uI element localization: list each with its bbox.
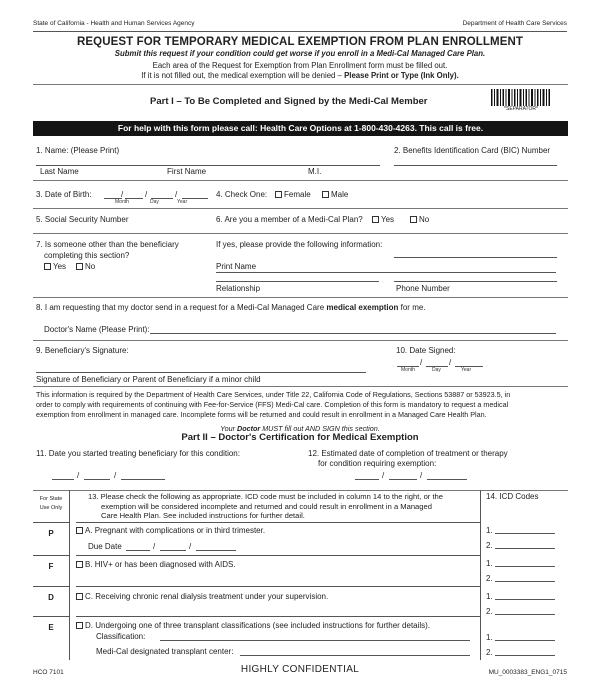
icd-f-2-label: 2. — [486, 574, 493, 583]
icd-e-2-label: 2. — [486, 648, 493, 657]
q8-label — [36, 303, 426, 312]
dob-sep-2: / — [145, 190, 148, 199]
phone-label: Phone Number — [396, 284, 450, 293]
q7-no-checkbox[interactable] — [76, 263, 83, 270]
icd-f-1-label: 1. — [486, 559, 493, 568]
q7-no-label: No — [85, 262, 96, 271]
q13-instructions — [88, 492, 443, 521]
state-code-e: E — [33, 616, 69, 660]
icd-e-1-input[interactable] — [495, 640, 555, 641]
part1-heading: Part I – To Be Completed and Signed by the Medi-Cal Member — [150, 96, 428, 107]
state-column-divider — [69, 490, 70, 660]
q6-yes-option[interactable] — [372, 215, 394, 224]
instruction-line-2-bold: Please Print or Type (Ink Only). — [344, 71, 459, 80]
q6-no-label: No — [419, 215, 430, 224]
q12-year[interactable] — [427, 479, 467, 480]
q7-extra-input[interactable] — [394, 257, 557, 258]
q12-sep-2: / — [420, 471, 423, 480]
icd-column-divider — [480, 490, 481, 660]
row-rule — [33, 386, 568, 387]
form-number: HCO 7101 — [33, 669, 64, 676]
q11-day[interactable] — [84, 479, 110, 480]
option-b-checkbox[interactable] — [76, 561, 83, 568]
relationship-input[interactable] — [216, 281, 379, 282]
state-code-p: P — [33, 522, 69, 552]
dob-sep: / — [121, 190, 124, 199]
state-code-d: D — [33, 586, 69, 616]
q8-text-end: for me. — [398, 303, 426, 312]
table-top-rule — [33, 490, 568, 491]
due-sep-1: / — [153, 542, 156, 551]
q7-label-1: 7. Is someone other than the beneficiary — [36, 240, 179, 249]
option-d[interactable] — [76, 621, 430, 630]
icd-e-2-input[interactable] — [495, 655, 555, 656]
q7-info-label: If yes, please provide the following information: — [216, 240, 383, 249]
form-code: MU_0003383_ENG1_0715 — [488, 669, 567, 676]
option-c-checkbox[interactable] — [76, 593, 83, 600]
q12-sep-1: / — [382, 471, 385, 480]
due-year[interactable] — [196, 550, 236, 551]
q12-month[interactable] — [355, 479, 379, 480]
dob-month-label: Month — [115, 199, 129, 205]
confidential-label: HIGHLY CONFIDENTIAL — [240, 664, 360, 675]
help-banner: For help with this form please call: Health Care Options at 1-800-430-4263. This call is free. — [33, 121, 568, 136]
q6-yes-label: Yes — [381, 215, 395, 224]
header-rule — [33, 31, 567, 32]
icd-f-2-input[interactable] — [495, 581, 555, 582]
instruction-line-2-text: If it is not filled out, the medical exemption will be denied – — [141, 71, 345, 80]
instruction-line-1: Each area of the Request for Exemption from Plan Enrollment form must be filled out. — [152, 61, 448, 70]
form-subtitle: Submit this request if your condition could get worse if you enroll in a Medi-Cal Managed Care Plan. — [114, 49, 486, 58]
row-rule — [33, 180, 568, 181]
disclaimer-line-1: This information is required by the Department of Health Care Services, under Title 22, California Code of Regulations, Sections 53887 or 53923.5, in — [36, 390, 511, 399]
option-a-checkbox[interactable] — [76, 527, 83, 534]
due-day[interactable] — [160, 550, 186, 551]
option-c[interactable] — [76, 592, 328, 601]
signed-sep-2: / — [449, 358, 452, 367]
agency-name: State of California - Health and Human Services Agency — [33, 20, 195, 27]
row-rule — [33, 208, 568, 209]
q7-yes-option[interactable] — [44, 262, 66, 271]
option-a-label: A. Pregnant with complications or in third trimester. — [85, 526, 266, 535]
instruction-line-2 — [0, 72, 600, 81]
q8-text: 8. I am requesting that my doctor send in a request for a Medi-Cal Managed Care — [36, 303, 327, 312]
doctor-note-bold: Doctor — [237, 424, 261, 433]
icd-p-1-input[interactable] — [495, 533, 555, 534]
option-c-label: C. Receiving chronic renal dialysis treatment under your supervision. — [85, 592, 329, 601]
q6-no-option[interactable] — [410, 215, 429, 224]
disclaimer-line-2: order to comply with requirements of continuing with Fee-for-Service (FFS) Medi-Cal care. Completion of this form is mandatory to request a medical — [36, 400, 509, 409]
row-f-rule — [76, 555, 480, 556]
q2-label: 2. Benefits Identification Card (BIC) Number — [394, 146, 551, 155]
q3-label: 3. Date of Birth: — [36, 190, 92, 199]
q4-label: 4. Check One: — [216, 190, 268, 199]
classification-label: Classification: — [96, 632, 146, 641]
transplant-center-label: Medi-Cal designated transplant center: — [96, 647, 234, 656]
q11-sep-2: / — [114, 471, 117, 480]
signature-note: Signature of Beneficiary or Parent of Beneficiary if a minor child — [36, 375, 261, 384]
q7-yes-label: Yes — [53, 262, 67, 271]
part2-heading: Part II – Doctor's Certification for Medical Exemption — [181, 432, 419, 443]
form-title: REQUEST FOR TEMPORARY MEDICAL EXEMPTION FROM PLAN ENROLLMENT — [77, 36, 523, 48]
classification-input[interactable] — [160, 640, 470, 641]
q13-line-3: Care Health Plan. See included instructions for further detail. — [101, 511, 305, 520]
print-name-label: Print Name — [216, 262, 257, 271]
separator-barcode — [490, 89, 552, 113]
row-p-rule — [76, 522, 480, 523]
q7-label-2: completing this section? — [44, 251, 130, 260]
disclaimer-line-3: exemption from enrollment in managed care. Incomplete forms will be returned and could result in enrollment in a Managed Care Health Plan. — [36, 410, 487, 419]
q7-no-option[interactable] — [76, 262, 95, 271]
male-checkbox[interactable] — [322, 191, 329, 198]
doctor-note-text-end: MUST fill out AND SIGN this section. — [260, 424, 380, 433]
icd-e-1-label: 1. — [486, 633, 493, 642]
barcode-label: *SEPARATOR* — [504, 106, 538, 112]
first-name-label: First Name — [167, 167, 207, 176]
due-date-label: Due Date — [88, 542, 122, 551]
option-d-label: D. Undergoing one of three transplant classifications (see included instructions for further details). — [85, 621, 431, 630]
icd-d-2-input[interactable] — [495, 614, 555, 615]
due-month[interactable] — [126, 550, 150, 551]
dob-year-label: Year — [177, 199, 188, 205]
icd-d-1-label: 1. — [486, 592, 493, 601]
q12-label-1: 12. Estimated date of completion of treatment or therapy — [308, 449, 508, 458]
signed-year-label: Year — [461, 367, 472, 373]
last-name-label: Last Name — [40, 167, 79, 176]
q10-label: 10. Date Signed: — [396, 346, 456, 355]
option-d-checkbox[interactable] — [76, 622, 83, 629]
q11-label: 11. Date you started treating beneficiary for this condition: — [36, 449, 240, 458]
mi-label: M.I. — [308, 167, 322, 176]
q8-bold: medical exemption — [326, 303, 399, 312]
q13-line-2: exemption will be considered incomplete and returned and could result in enrollment in a Managed — [101, 501, 432, 511]
state-use-header — [33, 495, 69, 513]
icd-p-2-input[interactable] — [495, 548, 555, 549]
q6-yes-checkbox[interactable] — [372, 216, 379, 223]
q7-yes-checkbox[interactable] — [44, 263, 51, 270]
row-rule — [33, 297, 568, 298]
dob-sep-3: / — [175, 190, 178, 199]
icd-d-2-label: 2. — [486, 607, 493, 616]
state-code-f: F — [33, 555, 69, 586]
due-sep-2: / — [189, 542, 192, 551]
department-name: Department of Health Care Services — [462, 20, 567, 27]
bic-input[interactable] — [394, 165, 557, 166]
male-label: Male — [331, 190, 349, 199]
for-state-label: For State — [39, 496, 63, 502]
use-only-label: Use Only — [39, 505, 63, 511]
doctor-name-label: Doctor's Name (Please Print): — [44, 325, 150, 334]
row-e-rule — [76, 616, 480, 617]
q11-month[interactable] — [52, 479, 74, 480]
row-rule — [33, 233, 568, 234]
female-checkbox[interactable] — [275, 191, 282, 198]
q6-no-checkbox[interactable] — [410, 216, 417, 223]
option-a[interactable] — [76, 526, 265, 535]
male-option[interactable] — [322, 190, 348, 199]
transplant-center-input[interactable] — [240, 655, 470, 656]
icd-f-1-input[interactable] — [495, 566, 555, 567]
signed-sep-1: / — [420, 358, 423, 367]
icd-p-2-label: 2. — [486, 541, 493, 550]
row-rule — [33, 340, 568, 341]
option-b-label: B. HIV+ or has been diagnosed with AIDS. — [85, 560, 236, 569]
doctor-name-input[interactable] — [150, 333, 556, 334]
disclaimer — [36, 390, 510, 420]
name-input[interactable] — [36, 165, 380, 166]
signed-month-label: Month — [401, 367, 415, 373]
q13-line-1: 13. Please check the following as appropriate. ICD code must be included in column 14 to the right, or the — [88, 492, 444, 501]
relationship-label: Relationship — [216, 284, 261, 293]
print-name-input[interactable] — [216, 272, 556, 273]
phone-input[interactable] — [394, 281, 557, 282]
q11-year[interactable] — [121, 479, 165, 480]
icd-p-1-label: 1. — [486, 526, 493, 535]
q6-label: 6. Are you a member of a Medi-Cal Plan? — [216, 215, 363, 224]
female-label: Female — [284, 190, 311, 199]
header-rule-2 — [33, 84, 568, 85]
option-b[interactable] — [76, 560, 236, 569]
q5-label: 5. Social Security Number — [36, 215, 129, 224]
female-option[interactable] — [275, 190, 311, 199]
row-d-rule — [76, 586, 480, 587]
q11-sep-1: / — [77, 471, 80, 480]
signature-input[interactable] — [36, 372, 366, 373]
q14-label: 14. ICD Codes — [486, 492, 539, 501]
dob-day-label: Day — [150, 199, 159, 205]
icd-d-1-input[interactable] — [495, 599, 555, 600]
q12-label-2: for condition requiring exemption: — [318, 459, 437, 468]
doctor-note-text: Your — [220, 424, 238, 433]
q1-label: 1. Name: (Please Print) — [36, 146, 120, 155]
q12-day[interactable] — [389, 479, 417, 480]
signed-day-label: Day — [432, 367, 441, 373]
q9-label: 9. Beneficiary's Signature: — [36, 346, 129, 355]
